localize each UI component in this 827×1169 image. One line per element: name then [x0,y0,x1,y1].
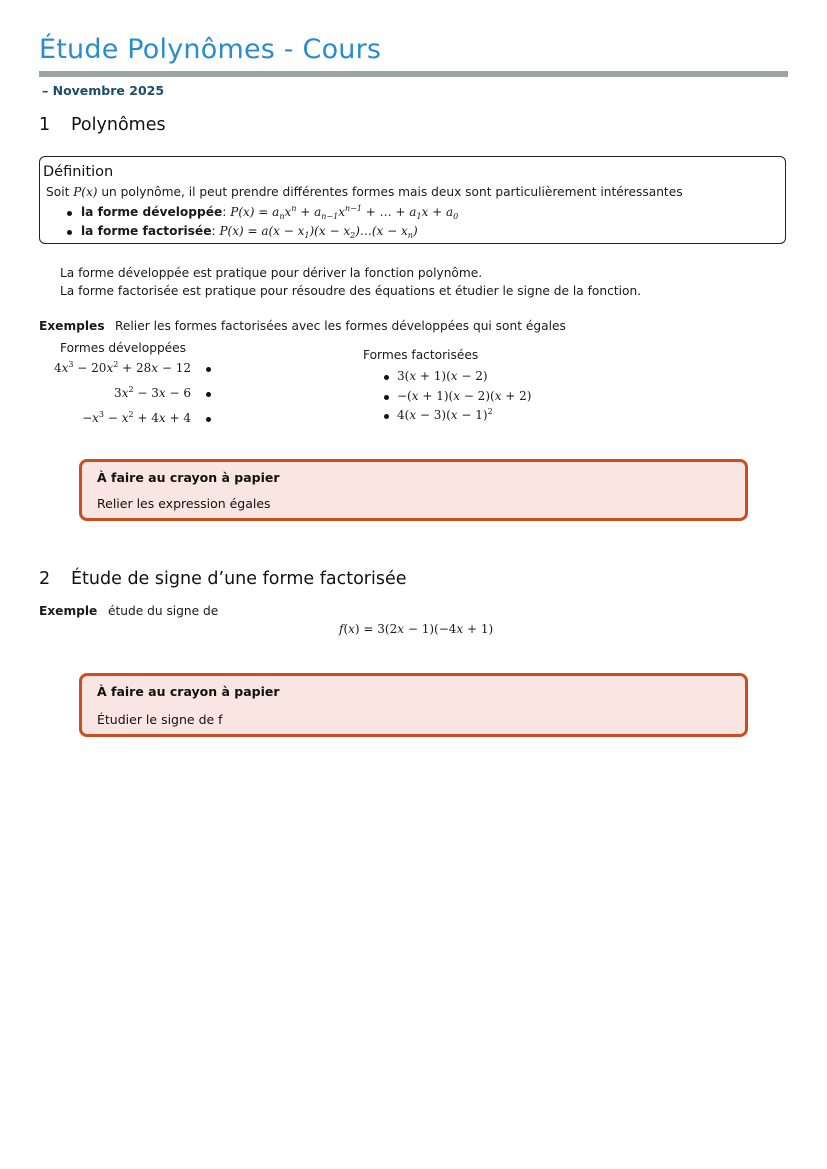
developed-form-formula: $P(x) = a_nx^n + a_{n-1}x^{n-1}$ + … + $a_1x + a_0$ [230,204,459,221]
title-rule [39,71,788,77]
task-body: Relier les expression égales [97,496,271,511]
section-1-number: 1 [39,115,51,135]
task-heading: À faire au crayon à papier [97,684,280,699]
definition-heading: Définition [43,164,114,180]
match-dot-icon[interactable] [206,367,211,372]
factored-form-formula: $P(x) = a(x - x_1)(x$ − $x_2)\dots(x - x_n)$ [219,224,418,240]
match-dot-icon[interactable] [206,417,211,422]
definition-intro-soit: Soit [46,185,70,199]
page-title: Étude Polynômes - Cours [39,34,382,65]
paragraph-developed: La forme développée est pratique pour dériver la fonction polynôme. [60,266,483,280]
developed-form-1: $4x^3 - 20x^2 + 28x - 12$ [53,360,191,375]
factored-form-2: −(x + 1)(x − 2)(x + 2) [397,389,532,403]
task-heading: À faire au crayon à papier [97,470,280,485]
developed-forms-heading: Formes développées [60,341,187,355]
definition-item-factored: la forme factorisée: $P(x) = a(x - x_1)(x$ − $x_2)\dots(x - x_n)$ [81,224,418,240]
task-box-signe [79,673,748,737]
task-body: Étudier le signe de f [97,712,223,727]
definition-item-developed: la forme développée: $P(x) = a_nx^n + a_{n-1}x^{n-1}$ + … + $a_1x + a_0$ [81,204,459,221]
definition-item-label: la forme factorisée [81,224,212,238]
task-box-relier [79,459,748,521]
examples-label: Exemples [39,319,105,333]
match-dot-icon[interactable] [384,395,389,400]
match-dot-icon[interactable] [206,392,211,397]
developed-form-3: $-x^3 - x^2 + 4x + 4$ [82,410,191,425]
section-2-title: Étude de signe d’une forme factorisée [71,569,407,589]
example-label: Exemple [39,604,98,618]
factored-form-3: $4(x - 3)(x - 1)^2$ [397,407,493,422]
definition-intro [46,185,683,199]
bullet-icon [67,230,72,235]
developed-form-2: $3x^2 - 3x - 6$ [114,385,191,400]
example-text: étude du signe de [108,604,219,618]
examples-text: Relier les formes factorisées avec les formes développées qui sont égales [115,319,566,333]
bullet-icon [67,211,72,216]
section-2-number: 2 [39,569,51,589]
document-date: – Novembre 2025 [42,83,165,98]
match-dot-icon[interactable] [384,414,389,419]
sign-study-formula: f(x) = 3(2x − 1)(−4x + 1) [339,622,494,636]
definition-item-label: la forme développée [81,205,223,219]
definition-p-of-x: P(x) [73,185,98,199]
section-1-title: Polynômes [71,115,166,135]
factored-form-1: 3(x + 1)(x − 2) [397,369,488,383]
definition-intro-rest: un polynôme, il peut prendre différentes formes mais deux sont particulièrement intéressantes [101,185,683,199]
match-dot-icon[interactable] [384,375,389,380]
paragraph-factored: La forme factorisée est pratique pour résoudre des équations et étudier le signe de la fonction. [60,284,642,298]
factored-forms-heading: Formes factorisées [363,348,479,362]
